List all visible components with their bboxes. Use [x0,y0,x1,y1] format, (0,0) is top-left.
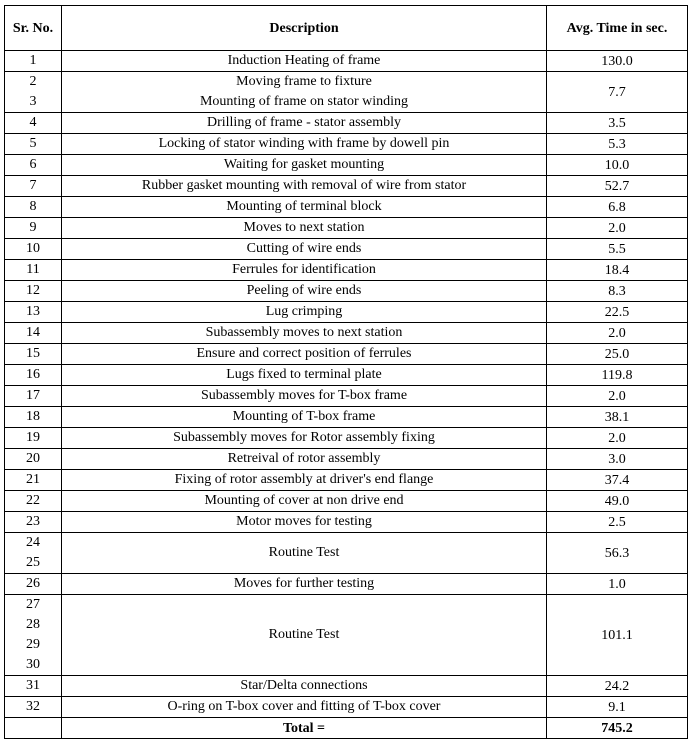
avg-time-cell: 7.7 [547,72,688,113]
sr-no-cell [5,176,62,197]
sr-no-cell [5,449,62,470]
sr-no: 10 [26,241,40,256]
description-text: Rubber gasket mounting with removal of wire from stator [141,178,467,193]
description-cell [62,697,547,718]
description-text: Subassembly moves for Rotor assembly fixing [173,430,435,445]
description-cell [62,176,547,197]
sr-no-cell [5,344,62,365]
description-cell [62,302,547,323]
sr-no: 26 [26,576,40,591]
table-row [5,260,688,281]
table-row [5,386,688,407]
table-row [5,72,688,113]
description-cell [62,51,547,72]
avg-time-cell: 10.0 [547,155,688,176]
sr-no-cell [5,676,62,697]
avg-time-cell: 38.1 [547,407,688,428]
description-text: Fixing of rotor assembly at driver's end flange [174,472,434,487]
avg-time-cell: 24.2 [547,676,688,697]
description-text: Motor moves for testing [236,514,372,529]
sr-no-cell [5,428,62,449]
table-row [5,197,688,218]
table-row [5,239,688,260]
avg-time-cell: 101.1 [547,595,688,676]
sr-no: 25 [26,555,40,570]
table-row [5,428,688,449]
table-row [5,407,688,428]
description-text: Lug crimping [265,304,343,319]
description-cell [62,260,547,281]
sr-no-cell [5,595,62,676]
description-cell [62,595,547,676]
process-time-table [4,5,688,739]
sr-no: 6 [29,157,37,172]
sr-no: 28 [26,617,40,632]
sr-no-cell [5,218,62,239]
sr-no-cell [5,281,62,302]
description-cell [62,574,547,595]
sr-no: 19 [26,430,40,445]
sr-no: 17 [26,388,40,403]
avg-time-cell: 49.0 [547,491,688,512]
sr-no-cell [5,512,62,533]
description-text: Moves to next station [243,220,365,235]
sr-no-cell [5,386,62,407]
sr-no-cell [5,574,62,595]
sr-no: 31 [26,678,40,693]
sr-no-cell [5,134,62,155]
description-text: Subassembly moves to next station [205,325,403,340]
sr-no-cell [5,365,62,386]
description-text: Peeling of wire ends [246,283,362,298]
total-blank-cell [5,718,62,739]
avg-time-cell: 52.7 [547,176,688,197]
table-row [5,595,688,676]
sr-no-cell [5,155,62,176]
table-row [5,512,688,533]
sr-no: 7 [29,178,37,193]
sr-no: 20 [26,451,40,466]
sr-no: 14 [26,325,40,340]
sr-no-cell [5,533,62,574]
avg-time-cell: 6.8 [547,197,688,218]
description-cell [62,281,547,302]
table-row [5,344,688,365]
table-row [5,491,688,512]
header-sr-no: Sr. No. [5,6,62,51]
avg-time-cell: 2.5 [547,512,688,533]
avg-time-cell: 5.5 [547,239,688,260]
sr-no: 27 [26,597,40,612]
avg-time-cell: 2.0 [547,323,688,344]
description-cell [62,134,547,155]
sr-no: 30 [26,657,40,672]
description-text: Star/Delta connections [240,678,368,693]
sr-no-cell [5,407,62,428]
avg-time-cell: 37.4 [547,470,688,491]
sr-no: 16 [26,367,40,382]
avg-time-cell: 9.1 [547,697,688,718]
sr-no: 4 [29,115,37,130]
sr-no-cell [5,302,62,323]
description-cell [62,676,547,697]
table-row [5,323,688,344]
avg-time-cell: 3.0 [547,449,688,470]
description-text: Waiting for gasket mounting [223,157,385,172]
table-row [5,449,688,470]
table-row [5,218,688,239]
table-row [5,697,688,718]
table-row [5,51,688,72]
avg-time-cell: 119.8 [547,365,688,386]
table-row [5,365,688,386]
description-text: Retreival of rotor assembly [227,451,381,466]
description-cell [62,407,547,428]
table-row [5,281,688,302]
description-cell [62,218,547,239]
table-row [5,574,688,595]
total-label: Total = [62,718,547,739]
avg-time-cell: 18.4 [547,260,688,281]
description-cell [62,428,547,449]
sr-no: 11 [26,262,40,277]
sr-no: 8 [29,199,37,214]
avg-time-cell: 3.5 [547,113,688,134]
table-row [5,113,688,134]
description-text: O-ring on T-box cover and fitting of T-box cover [167,699,441,714]
description-cell [62,239,547,260]
description-text: Mounting of cover at non drive end [204,493,404,508]
sr-no-cell [5,323,62,344]
avg-time-cell: 8.3 [547,281,688,302]
sr-no: 12 [26,283,40,298]
sr-no-cell [5,470,62,491]
description-text: Locking of stator winding with frame by dowell pin [158,136,450,151]
sr-no: 21 [26,472,40,487]
description-cell [62,386,547,407]
description-cell [62,449,547,470]
avg-time-cell: 2.0 [547,218,688,239]
description-text: Cutting of wire ends [246,241,362,256]
description-text: Routine Test [268,627,340,642]
sr-no: 13 [26,304,40,319]
total-row [5,718,688,739]
sr-no: 32 [26,699,40,714]
sr-no-cell [5,697,62,718]
sr-no-cell [5,239,62,260]
table-body [5,51,688,718]
description-cell [62,533,547,574]
description-text: Ensure and correct position of ferrules [196,346,412,361]
header-avg-time: Avg. Time in sec. [547,6,688,51]
sr-no-cell [5,72,62,113]
sr-no-cell [5,113,62,134]
description-cell [62,344,547,365]
description-text: Routine Test [268,545,340,560]
description-cell [62,512,547,533]
description-text: Drilling of frame - stator assembly [206,115,401,130]
sr-no-cell [5,197,62,218]
table-row [5,676,688,697]
sr-no: 1 [29,53,37,68]
table-row [5,470,688,491]
sr-no: 22 [26,493,40,508]
header-row [5,6,688,51]
description-line: Moving frame to fixture [236,74,372,89]
description-text: Induction Heating of frame [227,53,381,68]
avg-time-cell: 56.3 [547,533,688,574]
description-cell [62,72,547,113]
table-row [5,302,688,323]
description-cell [62,113,547,134]
sr-no: 15 [26,346,40,361]
sr-no-cell [5,51,62,72]
description-text: Moves for further testing [233,576,375,591]
description-line: Mounting of frame on stator winding [199,94,409,109]
avg-time-cell: 22.5 [547,302,688,323]
description-cell [62,491,547,512]
sr-no-cell [5,260,62,281]
sr-no: 24 [26,535,40,550]
table-container [4,5,688,739]
description-text: Subassembly moves for T-box frame [200,388,408,403]
description-cell [62,365,547,386]
description-text: Mounting of T-box frame [232,409,376,424]
sr-no: 2 [29,74,37,89]
sr-no: 18 [26,409,40,424]
description-cell [62,197,547,218]
description-text: Mounting of terminal block [226,199,382,214]
avg-time-cell: 25.0 [547,344,688,365]
header-description: Description [62,6,547,51]
avg-time-cell: 2.0 [547,386,688,407]
sr-no: 5 [29,136,37,151]
table-row [5,533,688,574]
sr-no: 9 [29,220,37,235]
description-cell [62,323,547,344]
sr-no-cell [5,491,62,512]
table-row [5,134,688,155]
table-row [5,176,688,197]
avg-time-cell: 130.0 [547,51,688,72]
avg-time-cell: 5.3 [547,134,688,155]
sr-no: 29 [26,637,40,652]
table-row [5,155,688,176]
avg-time-cell: 2.0 [547,428,688,449]
description-text: Ferrules for identification [232,262,376,277]
description-text: Lugs fixed to terminal plate [226,367,382,382]
description-cell [62,470,547,491]
sr-no: 23 [26,514,40,529]
total-value: 745.2 [547,718,688,739]
sr-no: 3 [29,94,37,109]
avg-time-cell: 1.0 [547,574,688,595]
description-cell [62,155,547,176]
